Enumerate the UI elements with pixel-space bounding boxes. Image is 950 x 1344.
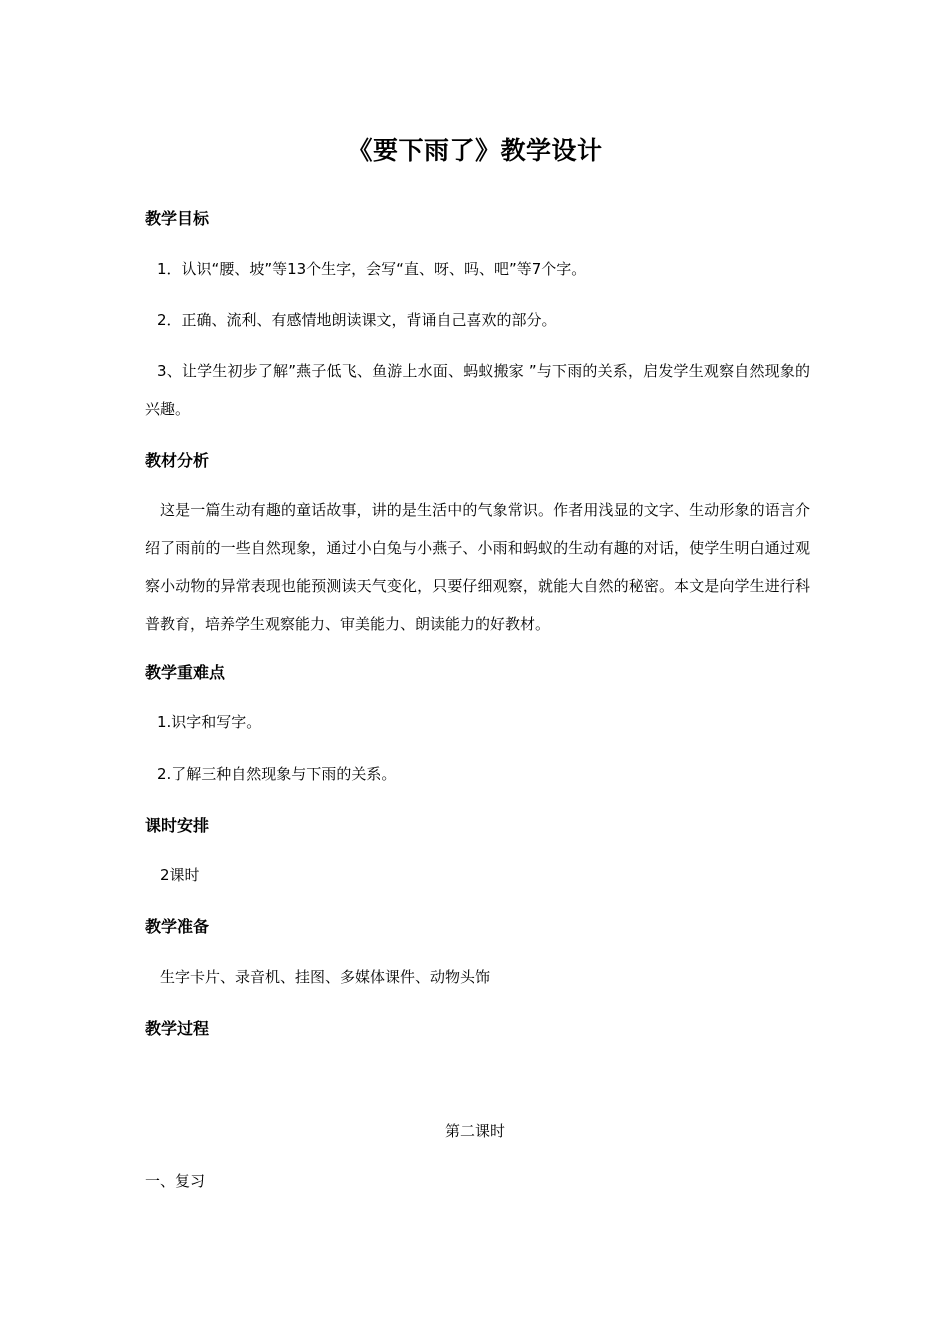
objective-item-2: 2．正确、流利、有感情地朗读课文，背诵自己喜欢的部分。 (157, 311, 557, 329)
section-heading-process: 教学过程 (145, 1019, 210, 1038)
section-heading-key-points: 教学重难点 (145, 663, 226, 682)
objective-item-1: 1．认识“腰、坡”等13个生字，会写“直、呀、吗、吧”等7个字。 (157, 260, 587, 278)
key-point-item-2: 2.了解三种自然现象与下雨的关系。 (157, 765, 397, 783)
preparation-text: 生字卡片、录音机、挂图、多媒体课件、动物头饰 (160, 968, 491, 986)
objective-item-3: 3、让学生初步了解”燕子低飞、鱼游上水面、蚂蚁搬家 ”与下雨的关系，启发学生观察自然现象的兴趣。 (145, 362, 810, 418)
section-heading-objectives: 教学目标 (145, 209, 210, 228)
lesson-label: 第二课时 (444, 1122, 505, 1140)
section-heading-schedule: 课时安排 (145, 816, 210, 835)
key-point-item-1: 1.识字和写字。 (157, 713, 262, 731)
analysis-paragraph: 这是一篇生动有趣的童话故事，讲的是生活中的气象常识。作者用浅显的文字、生动形象的语言介绍了雨前的一些自然现象，通过小白兔与小燕子、小雨和蚂蚁的生动有趣的对话，使学生明白通过观察小动物的异常表现也能预测读天气变化，只要仔细观察，就能大自然的秘密。本文是向学生进行科普教育，培养学生观察能力、审美能力、朗读能力的好教材。 (145, 501, 810, 633)
section-heading-preparation: 教学准备 (145, 917, 210, 936)
document-title: 《要下雨了》教学设计 (347, 136, 603, 165)
schedule-text: 2课时 (160, 866, 200, 884)
process-step-1: 一、复习 (145, 1172, 206, 1190)
section-heading-analysis: 教材分析 (145, 451, 210, 470)
